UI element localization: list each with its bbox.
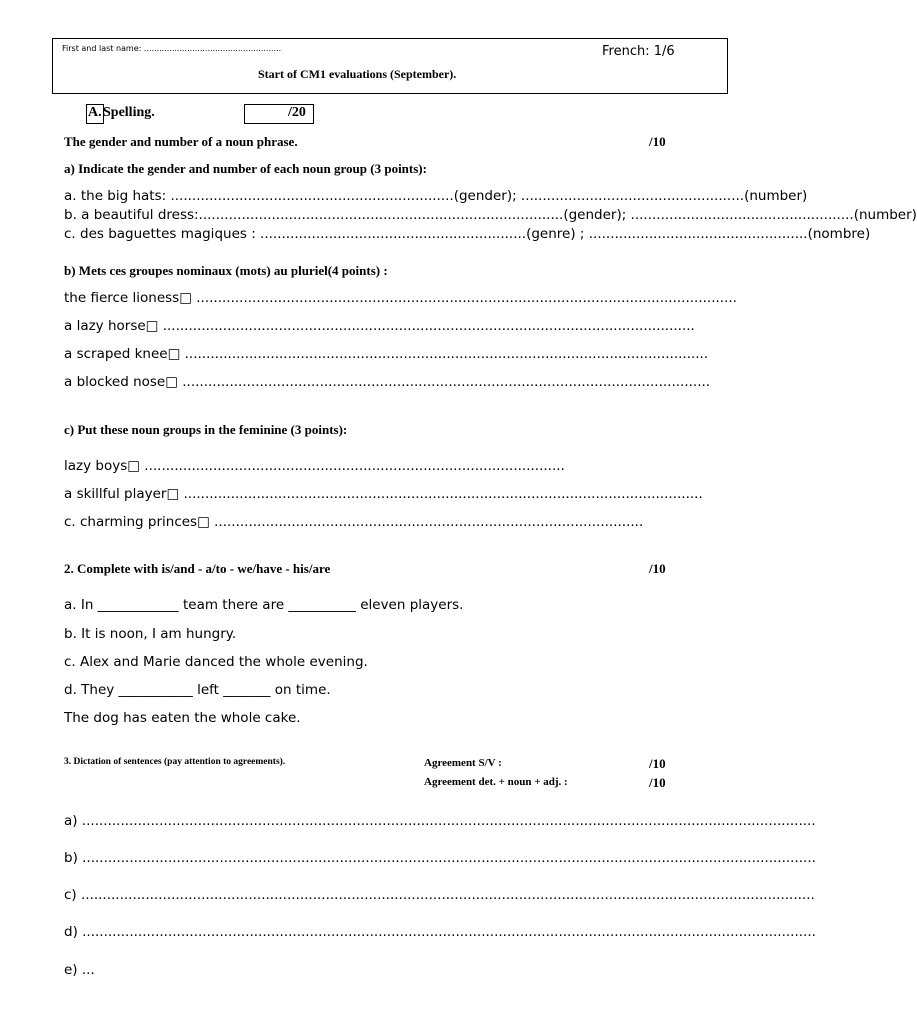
agreement-sv-label: Agreement S/V : [424,757,502,769]
part-2-score: /10 [649,561,666,576]
dictation-line: a) ........................................................................................................................................................................... [64,813,816,829]
dictation-line: b) ........................................................................................................................................................................... [64,850,816,866]
gender-number-score: /10 [649,134,666,149]
part-a-line: a. the big hats: ..................................................................(gender); ....................................................(number) [64,188,808,204]
dictation-line: d) ........................................................................................................................................................................... [64,924,816,940]
part-c-instruction: c) Put these noun groups in the feminine (3 points): [64,422,348,437]
part-b-line: a blocked nose□ ........................................................................................................................... [64,374,711,390]
page-title: Start of CM1 evaluations (September). [258,67,457,81]
part-a-instruction: a) Indicate the gender and number of each noun group (3 points): [64,161,427,176]
section-title: Spelling. [103,105,155,120]
agreement-sv-score: /10 [649,756,666,771]
part-2-line: c. Alex and Marie danced the whole evening. [64,654,368,670]
part-c-line: lazy boys□ .................................................................................................. [64,458,565,474]
section-score: /20 [288,105,306,120]
part-b-line: the fierce lioness□ .............................................................................................................................. [64,290,737,306]
part-2-line: d. They ___________ left _______ on time. [64,682,331,698]
part-b-instruction: b) Mets ces groupes nominaux (mots) au pluriel(4 points) : [64,263,388,278]
part-2-line: The dog has eaten the whole cake. [64,710,301,726]
part-3-instruction: 3. Dictation of sentences (pay attention to agreements). [64,757,286,767]
dictation-line: c) ........................................................................................................................................................................... [64,887,815,903]
part-c-line: a skillful player□ ......................................................................................................................... [64,486,703,502]
section-label: A. [88,105,102,120]
part-2-instruction: 2. Complete with is/and - a/to - we/have - his/are [64,561,331,576]
agreement-det-score: /10 [649,775,666,790]
part-a-line: b. a beautiful dress:.....................................................................................(gender); ....................................................(number) [64,207,917,223]
part-a-line: c. des baguettes magiques : ..............................................................(genre) ; ...................................................(nombre) [64,226,871,242]
gender-number-heading: The gender and number of a noun phrase. [64,134,298,149]
page-number: French: 1/6 [602,44,675,59]
part-b-line: a scraped knee□ .......................................................................................................................... [64,346,709,362]
part-b-line: a lazy horse□ ............................................................................................................................ [64,318,695,334]
part-2-line: b. It is noon, I am hungry. [64,626,237,642]
part-2-line: a. In ____________ team there are __________ eleven players. [64,597,464,613]
name-field-label: First and last name: ...................................................... [62,44,282,53]
agreement-det-label: Agreement det. + noun + adj. : [424,776,568,788]
dictation-line: e) ... [64,962,95,978]
part-c-line: c. charming princes□ .................................................................................................... [64,514,644,530]
